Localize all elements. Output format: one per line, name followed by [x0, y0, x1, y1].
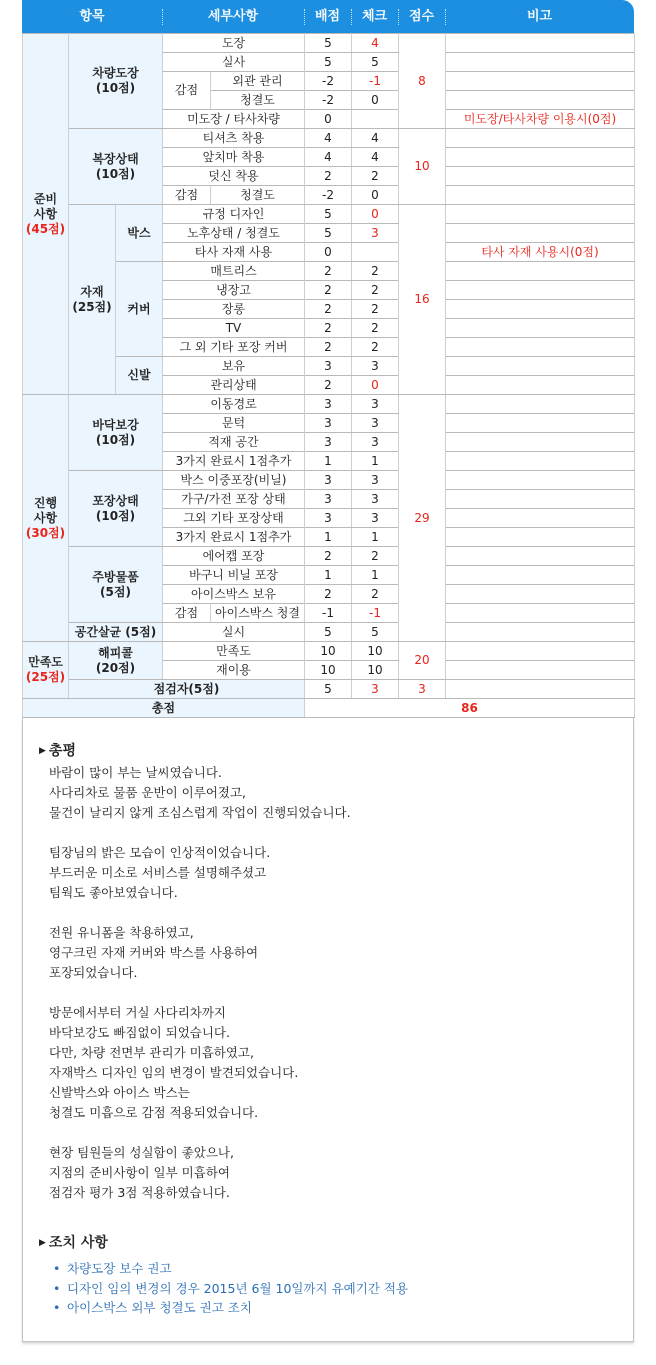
bullet-icon: • — [53, 1280, 61, 1296]
header-check: 체크 — [361, 9, 388, 24]
summary-line: 점검자 평가 3점 적용하였습니다. — [49, 1185, 230, 1200]
deduct-label: 감점 — [163, 186, 211, 205]
header-detail: 세부사항 — [207, 9, 259, 24]
subgroup-box: 박스 — [116, 205, 163, 262]
actions-heading: ▶ 조치 사항 — [39, 1235, 108, 1251]
group-inspector: 점검자(5점) — [69, 680, 305, 699]
group-attire: 복장상태 (10점) — [69, 129, 163, 205]
table-row: 복장상태 (10점) 티셔츠 착용 4 4 10 — [23, 129, 635, 148]
score-inspector: 3 — [399, 680, 446, 699]
table-row: 청결도 -2 0 — [23, 91, 635, 110]
summary-line: 팀장님의 밝은 모습이 인상적이었습니다. — [49, 845, 271, 860]
table-row: 주방물품 (5점) 에어캡 포장 2 2 — [23, 547, 635, 566]
table-row: 앞치마 착용 4 4 — [23, 148, 635, 167]
header-item: 항목 — [79, 9, 105, 24]
total-row — [23, 699, 635, 718]
table-row: 3가지 완료시 1점추가 1 1 — [23, 452, 635, 471]
summary-line: 지점의 준비사항이 일부 미흡하여 — [49, 1165, 230, 1180]
table-row: 진행 사항 (30점) 바닥보강 (10점) 이동경로 3 3 29 — [23, 395, 635, 414]
table-row: 노후상태 / 청결도 5 3 — [23, 224, 635, 243]
category-progress: 진행 사항 (30점) — [23, 395, 69, 642]
comments-panel — [22, 718, 634, 1342]
bullet-icon: • — [53, 1261, 61, 1276]
action-item — [53, 1298, 408, 1318]
table-row: 그외 기타 포장상태 3 3 — [23, 509, 635, 528]
deduct-label: 감점 — [163, 604, 211, 623]
table-row: 공간살균 (5점) 실시 5 5 — [23, 623, 635, 642]
header-allot: 배점 — [314, 9, 341, 24]
note-vehicle: 미도장/타사차량 이용시(0점) — [446, 110, 635, 129]
header-score: 점수 — [408, 9, 435, 24]
table-row: 문턱 3 3 — [23, 414, 635, 433]
summary-line: 방문에서부터 거실 사다리차까지 — [49, 1005, 226, 1020]
action-item-text: 디자인 임의 변경의 경우 2015년 6월 10일까지 유예기간 적용 — [67, 1280, 409, 1296]
evaluation-sheet — [22, 0, 634, 1315]
triangle-right-icon: ▶ — [39, 746, 46, 756]
actions-list — [53, 1259, 408, 1318]
table-row: 냉장고 2 2 — [23, 281, 635, 300]
summary-line: 팀웍도 좋아보였습니다. — [49, 885, 178, 900]
table-row: 장롱 2 2 — [23, 300, 635, 319]
action-item — [53, 1259, 408, 1279]
table-row: 덧신 착용 2 2 — [23, 167, 635, 186]
subgroup-cover: 커버 — [116, 262, 163, 357]
subgroup-shoe: 신발 — [116, 357, 163, 395]
table-row: 감점 청결도 -2 0 — [23, 186, 635, 205]
group-material: 자재 (25점) — [69, 205, 116, 395]
paragraph-gap — [49, 1123, 619, 1143]
score-attire: 10 — [399, 129, 446, 205]
summary-line: 전원 유니폼을 착용하였고, — [49, 925, 194, 940]
table-row: 재이용 10 10 — [23, 661, 635, 680]
table-row: 3가지 완료시 1점추가 1 1 — [23, 528, 635, 547]
table-row: 아이스박스 보유 2 2 — [23, 585, 635, 604]
summary-line: 청결도 미흡으로 감점 적용되었습니다. — [49, 1105, 259, 1120]
group-vehicle: 차량도장 (10점) — [69, 34, 163, 129]
table-row: 점검자(5점) 5 3 3 — [23, 680, 635, 699]
note-material: 타사 자재 사용시(0점) — [446, 243, 635, 262]
total-value: 86 — [305, 699, 635, 718]
triangle-right-icon: ▶ — [39, 1238, 46, 1248]
summary-line: 영구크린 자재 커버와 박스를 사용하여 — [49, 945, 259, 960]
category-prep: 준비 사항 (45점) — [23, 34, 69, 395]
paragraph-gap — [49, 903, 619, 923]
group-floor: 바닥보강 (10점) — [69, 395, 163, 471]
table-row: 만족도 (25점) 해피콜 (20점) 만족도 10 10 20 — [23, 642, 635, 661]
table-row: 그 외 기타 포장 커버 2 2 — [23, 338, 635, 357]
table-row: 감점 아이스박스 청결 -1 -1 — [23, 604, 635, 623]
score-vehicle: 8 — [399, 34, 446, 129]
summary-heading: ▶ 총평 — [39, 743, 76, 759]
table-row: TV 2 2 — [23, 319, 635, 338]
action-item-text: 아이스박스 외부 청결도 권고 조치 — [67, 1300, 252, 1315]
summary-line: 물건이 날리지 않게 조심스럽게 작업이 진행되었습니다. — [49, 805, 351, 820]
table-row: 신발 보유 3 3 — [23, 357, 635, 376]
group-sterilize: 공간살균 (5점) — [69, 623, 163, 642]
summary-line: 신발박스와 아이스 박스는 — [49, 1085, 190, 1100]
table-row: 적재 공간 3 3 — [23, 433, 635, 452]
score-progress: 29 — [399, 395, 446, 642]
summary-line: 부드러운 미소로 서비스를 설명해주셨고 — [49, 865, 267, 880]
action-item — [53, 1279, 408, 1299]
score-satisfaction: 20 — [399, 642, 446, 680]
total-label: 총점 — [23, 699, 305, 718]
evaluation-table — [22, 33, 635, 718]
summary-line: 다만, 차량 전면부 관리가 미흡하였고, — [49, 1045, 254, 1060]
category-satisfaction: 만족도 (25점) — [23, 642, 69, 699]
summary-line: 포장되었습니다. — [49, 965, 138, 980]
summary-line: 사다리차로 물품 운반이 이루어졌고, — [49, 785, 247, 800]
table-row: 바구니 비닐 포장 1 1 — [23, 566, 635, 585]
summary-line: 자재박스 디자인 임의 변경이 발견되었습니다. — [49, 1065, 299, 1080]
table-row: 자재 (25점) 박스 규정 디자인 5 0 16 — [23, 205, 635, 224]
table-row: 타사 자재 사용 0 타사 자재 사용시(0점) — [23, 243, 635, 262]
summary-text — [49, 763, 619, 1203]
deduct-label: 감점 — [163, 72, 211, 110]
group-kitchen: 주방물품 (5점) — [69, 547, 163, 623]
action-item-text: 차량도장 보수 권고 — [67, 1261, 172, 1276]
score-material: 16 — [399, 205, 446, 395]
table-row: 가구/가전 포장 상태 3 3 — [23, 490, 635, 509]
table-row: 관리상태 2 0 — [23, 376, 635, 395]
table-row: 실사 5 5 — [23, 53, 635, 72]
table-row: 준비 사항 (45점) 차량도장 (10점) 도장 5 4 8 — [23, 34, 635, 53]
table-row: 커버 매트리스 2 2 — [23, 262, 635, 281]
summary-line: 바람이 많이 부는 날씨였습니다. — [49, 765, 222, 780]
table-row: 미도장 / 타사차량 0 미도장/타사차량 이용시(0점) — [23, 110, 635, 129]
table-row: 포장상태 (10점) 박스 이중포장(비닐) 3 3 — [23, 471, 635, 490]
group-packing: 포장상태 (10점) — [69, 471, 163, 547]
header-note: 비고 — [526, 9, 553, 24]
bullet-icon: • — [53, 1300, 61, 1315]
table-row: 감점 외관 관리 -2 -1 — [23, 72, 635, 91]
summary-line: 현장 팀원들의 성실함이 좋았으나, — [49, 1145, 234, 1160]
summary-line: 바닥보강도 빠짐없이 되었습니다. — [49, 1025, 230, 1040]
paragraph-gap — [49, 983, 619, 1003]
group-happycall: 해피콜 (20점) — [69, 642, 163, 680]
table-header — [22, 0, 634, 33]
paragraph-gap — [49, 823, 619, 843]
